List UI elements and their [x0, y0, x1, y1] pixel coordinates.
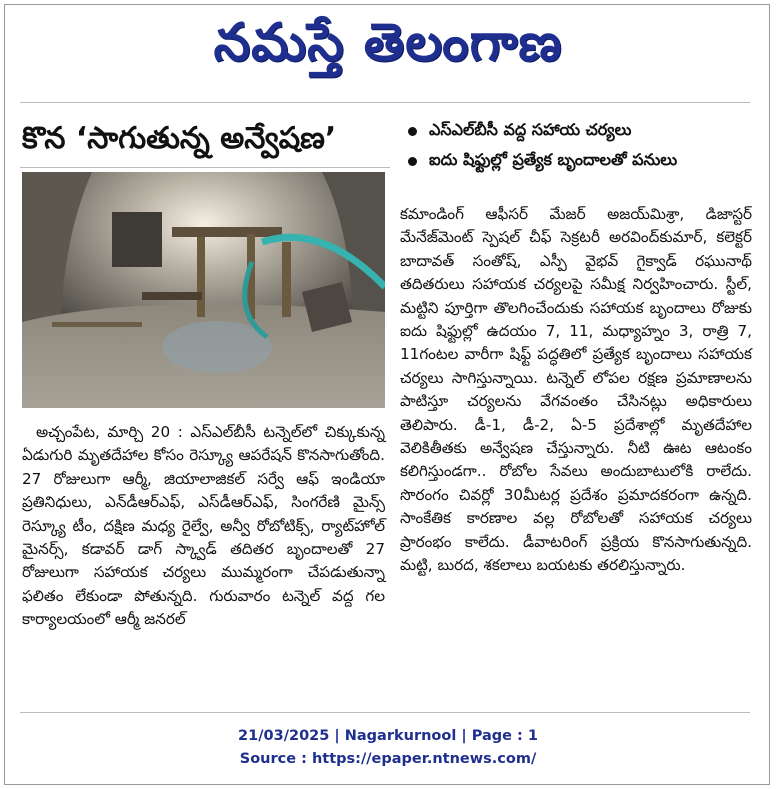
article-headline: కొన ‘సాగుతున్న అన్వేషణ’ — [22, 121, 337, 156]
footer-source-line: Source : https://epaper.ntnews.com/ — [239, 751, 537, 767]
footer-date-line: 21/03/2025 | Nagarkurnool | Page : 1 — [238, 728, 538, 744]
article-body-left: అచ్చంపేట, మార్చి 20 : ఎస్‌ఎల్‌బీసీ టన్నెల్‌లో చిక్కుకున్న ఏడుగురి మృతదేహాల కోసం రెస్క్యూ ఆపరేషన్ కొనసాగుతోంది. 27 రోజులుగా ఆర్మీ, జియాలాజికల్ సర్వే ఆఫ్ ఇండియా ప్రతినిధులు, ఎన్‌డీఆర్‌ఎఫ్, ఎస్‌డీఆర్‌ఎఫ్, సింగరేణి మైన్స్ రెస్క్యూ టీం, దక్షిణ మధ్య రైల్వే, అన్వీ రోబోటిక్స్, ర్యాట్‌హోల్ మైనర్స్, కడావర్ డాగ్ స్క్వాడ్ తదితర బృందాలతో 27 రోజులుగా సహాయక చర్యలు ముమ్మరంగా చేపడుతున్నా ఫలితం లేకుండా పోతున్నది. గురువారం టన్నెల్ వద్ద గల కార్యాలయంలో ఆర్మీ జనరల్ — [22, 423, 385, 629]
footer-divider — [20, 712, 750, 713]
article-body-right: కమాండింగ్ ఆఫీసర్ మేజర్ అజయ్‌మిశ్రా, డిజాస్టర్ మేనేజ్‌మెంట్ స్పెషల్ చీఫ్ సెక్రటరీ అరవింద్‌కుమార్, కలెక్టర్ బాదావత్ సంతోష్, ఎస్పీ వైభవ్ గైక్వాడ్ రఘునాథ్ తదితరులు సహాయక చర్యలపై సమీక్ష నిర్వహించారు. స్టీల్, మట్టిని పూర్తిగా తొలగించేందుకు సహాయక బృందాలు రోజుకు ఐదు షిఫ్టుల్లో ఉదయం 7, 11, మధ్యాహ్నం 3, రాత్రి 7, 11గంటల వారీగా షిఫ్ట్ పద్ధతిలో ప్రత్యేక బృందాలు సహాయక చర్యలు సాగిస్తున్నాయి. టన్నెల్ లోపల రక్షణ ప్రమాణాలను పాటిస్తూ చర్యలను వేగవంతం చేసినట్లు అధికారులు తెలిపారు. డీ-1, డీ-2, ఏ-5 ప్రదేశాల్లో మృతదేహాల వెలికితీతకు అన్వేషణ చేస్తున్నారు. నీటి ఊట ఆటంకం కలిగిస్తుండగా.. రోబోల సేవలు అందుబాటులోకి రాలేదు. సొరంగం చివర్లో 30మీటర్ల ప్రదేశం ప్రమాదకరంగా ఉన్నది. సాంకేతిక కారణాల వల్ల రోబోలతో సహాయక చర్యలు ప్రారంభం కాలేదు. డీవాటరింగ్ ప్రక్రియ కొనసాగుతున్నది. మట్టి, బురద, శకలాలు బయటకు తరలిస్తున్నారు. — [400, 205, 752, 575]
masthead-divider — [20, 102, 750, 103]
bullet-item — [408, 146, 750, 176]
tunnel-photo — [22, 172, 385, 408]
bullet-dot-icon — [408, 127, 417, 136]
article-bullets — [408, 116, 750, 176]
headline-divider — [20, 167, 390, 168]
bullet-text: ఐదు షిఫ్టుల్లో ప్రత్యేక బృందాలతో పనులు — [429, 149, 678, 169]
bullet-item — [408, 116, 750, 146]
newspaper-masthead — [0, 10, 776, 88]
masthead-title: నమస్తే తెలంగాణ — [213, 12, 563, 73]
bullet-dot-icon — [408, 157, 417, 166]
bullet-text: ఎస్‌ఎల్‌బీసీ వద్ద సహాయ చర్యలు — [429, 119, 632, 139]
